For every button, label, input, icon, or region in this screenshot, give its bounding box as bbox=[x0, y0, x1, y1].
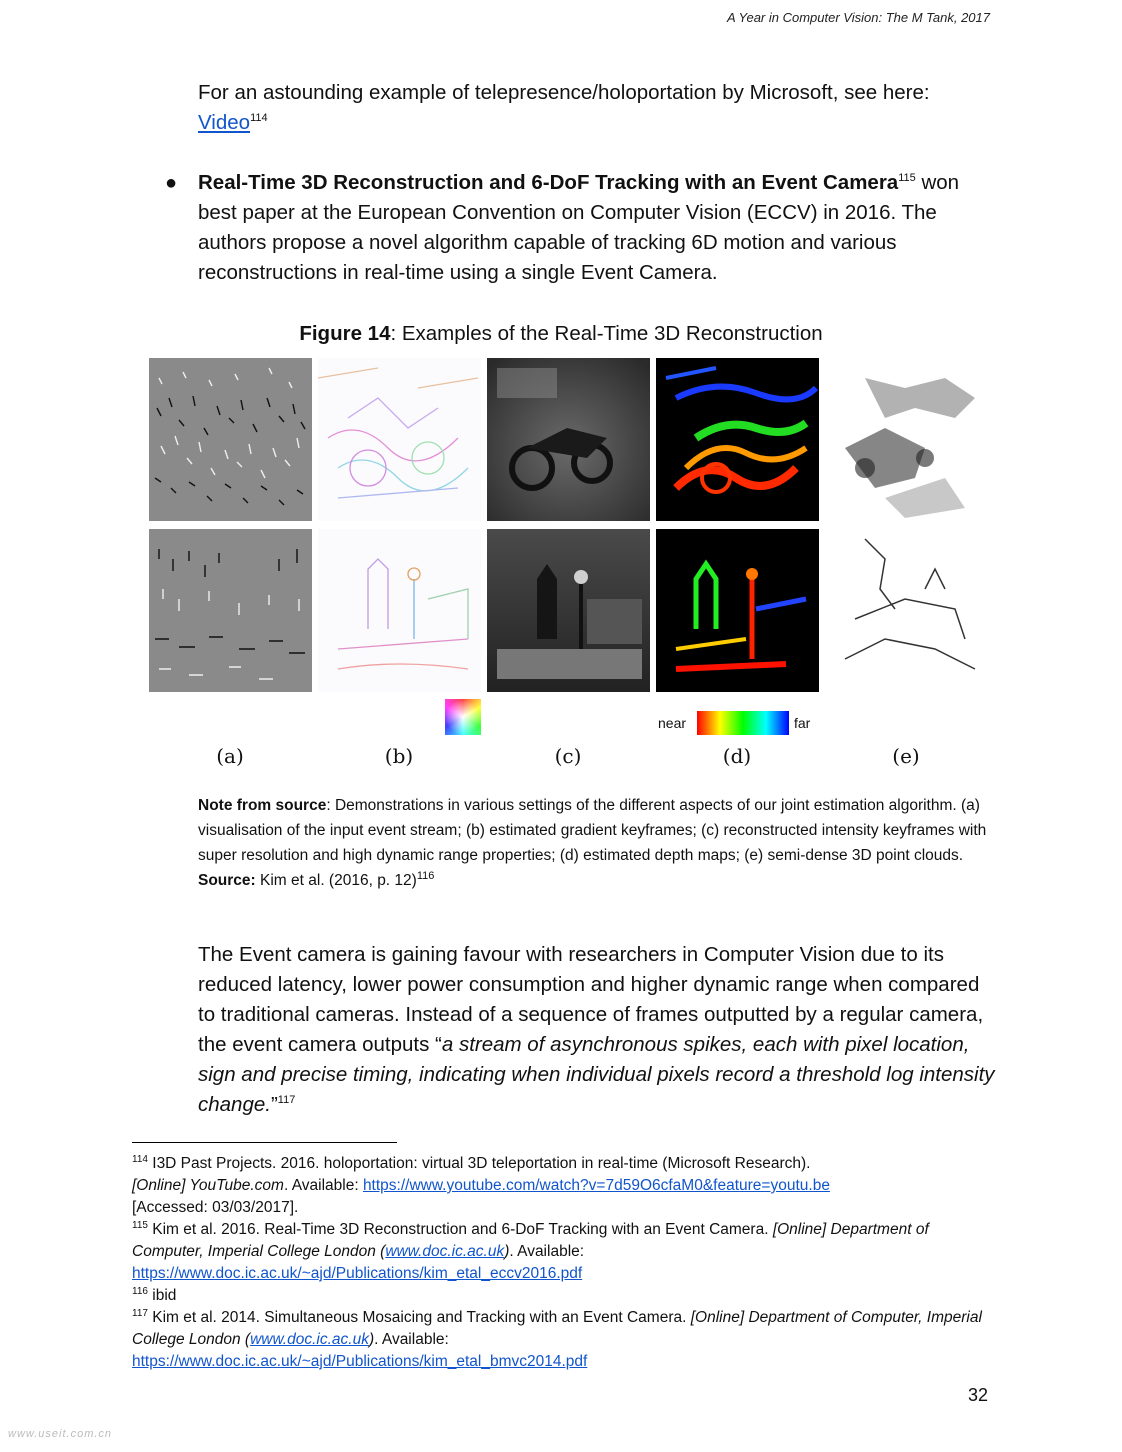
footnote-text: Kim et al. 2014. Simultaneous Mosaicing and Tracking with an Event Camera. bbox=[147, 1309, 691, 1326]
footnote-ref-114[interactable]: 114 bbox=[250, 112, 268, 125]
footnote-italic: [Online] Department of Computer, Imperial College London ( bbox=[132, 1221, 929, 1260]
footnote-text: ibid bbox=[147, 1287, 177, 1304]
gradient-keyframe-image bbox=[318, 529, 481, 692]
running-header: A Year in Computer Vision: The M Tank, 2017 bbox=[726, 10, 990, 25]
sublabel-e: (e) bbox=[892, 744, 920, 768]
sublabel-a: (a) bbox=[216, 744, 244, 768]
video-link[interactable]: Video bbox=[198, 111, 251, 134]
panel-e-top-point-cloud bbox=[825, 358, 988, 521]
footnote-114 bbox=[132, 1153, 992, 1219]
footnote-url-link[interactable]: https://www.youtube.com/watch?v=7d59O6cfaM0&feature=youtu.be bbox=[362, 1177, 830, 1194]
point-cloud-image bbox=[825, 358, 988, 521]
footnote-ref-116[interactable]: 116 bbox=[416, 869, 435, 882]
footnote-text: I3D Past Projects. 2016. holoportation: virtual 3D teleportation in real-time (Microsoft Research). bbox=[147, 1155, 811, 1172]
note-label: Note from source bbox=[198, 797, 327, 814]
footnote-117 bbox=[132, 1307, 992, 1373]
footnote-ref-117[interactable]: 117 bbox=[277, 1094, 296, 1107]
panel-a-top-event-stream bbox=[149, 358, 312, 521]
footnote-italic: ) bbox=[504, 1243, 510, 1260]
footnote-number: 114 bbox=[132, 1153, 148, 1165]
footnote-url-link[interactable]: https://www.doc.ic.ac.uk/~ajd/Publications/kim_etal_bmvc2014.pdf bbox=[132, 1353, 588, 1370]
footnote-text: . Available: bbox=[374, 1331, 449, 1348]
depth-map-image bbox=[656, 529, 819, 692]
footnote-116 bbox=[132, 1285, 992, 1307]
depth-map-image bbox=[656, 358, 819, 521]
panel-a-bottom-event-stream bbox=[149, 529, 312, 692]
panel-c-bottom-intensity-keyframe bbox=[487, 529, 650, 692]
depth-color-bar bbox=[697, 711, 789, 735]
panel-d-bottom-depth-map bbox=[656, 529, 819, 692]
event-stream-image bbox=[149, 529, 312, 692]
watermark: www.useit.com.cn bbox=[8, 1428, 113, 1440]
footnote-site-link[interactable]: www.doc.ic.ac.uk bbox=[385, 1243, 505, 1260]
footnote-italic: [Online] YouTube.com bbox=[132, 1177, 284, 1194]
figure-note bbox=[198, 793, 998, 893]
source-label: Source: bbox=[198, 872, 256, 889]
footnote-site-link[interactable]: www.doc.ic.ac.uk bbox=[250, 1331, 369, 1348]
panel-e-bottom-point-cloud bbox=[825, 529, 988, 692]
figure-title bbox=[0, 322, 1122, 346]
footnote-number: 117 bbox=[132, 1307, 148, 1319]
body-quote: a stream of asynchronous spikes, each with pixel location, sign and precise timing, indicating when individual pixels record a threshold log intensity change. bbox=[198, 1033, 995, 1116]
bullet-dot: ● bbox=[165, 172, 178, 194]
footnote-text: . Available: bbox=[509, 1243, 585, 1260]
intro-text: For an astounding example of telepresence/holoportation by Microsoft, see here: bbox=[198, 81, 930, 104]
sublabel-d: (d) bbox=[722, 744, 752, 768]
footnote-115 bbox=[132, 1219, 992, 1285]
page-number: 32 bbox=[967, 1385, 988, 1405]
body-paragraph bbox=[198, 940, 998, 1120]
footnote-italic: [Online] Department of Computer, Imperial College London ( bbox=[132, 1309, 982, 1348]
intensity-keyframe-image bbox=[487, 358, 650, 521]
footnote-text: . Available: bbox=[283, 1177, 363, 1194]
source-text: Kim et al. (2016, p. 12) bbox=[255, 872, 417, 889]
footnote-ref-115[interactable]: 115 bbox=[898, 172, 916, 185]
quote-close: ” bbox=[270, 1093, 278, 1116]
gradient-keyframe-image bbox=[318, 358, 481, 521]
intro-paragraph bbox=[198, 78, 998, 138]
footnote-number: 115 bbox=[132, 1219, 148, 1231]
bullet-text: won best paper at the European Convention on Computer Vision (ECCV) in 2016. The authors propose a novel algorithm capable of tracking 6D motion and various reconstructions in real-time using a single Event Camera. bbox=[198, 171, 960, 284]
depth-near-label: near bbox=[658, 715, 687, 731]
depth-far-label: far bbox=[794, 715, 811, 731]
point-cloud-image bbox=[825, 529, 988, 692]
intensity-keyframe-image bbox=[487, 529, 650, 692]
footnote-separator bbox=[132, 1142, 397, 1143]
panel-b-top-gradient-keyframe bbox=[318, 358, 481, 521]
figure-label: Figure 14 bbox=[299, 322, 391, 345]
gradient-color-wheel bbox=[445, 699, 481, 735]
footnote-italic: ) bbox=[368, 1331, 375, 1348]
panel-b-bottom-gradient-keyframe bbox=[318, 529, 481, 692]
figure-caption: : Examples of the Real-Time 3D Reconstruction bbox=[390, 322, 823, 345]
paper-title: Real-Time 3D Reconstruction and 6-DoF Tracking with an Event Camera bbox=[198, 171, 899, 194]
sublabel-c: (c) bbox=[554, 744, 582, 768]
panel-c-top-intensity-keyframe bbox=[487, 358, 650, 521]
footnote-text: Kim et al. 2016. Real-Time 3D Reconstruction and 6-DoF Tracking with an Event Camera. bbox=[147, 1221, 773, 1238]
panel-d-top-depth-map bbox=[656, 358, 819, 521]
bullet-paragraph bbox=[198, 168, 998, 288]
event-stream-image bbox=[149, 358, 312, 521]
footnote-accessed: [Accessed: 03/03/2017]. bbox=[132, 1199, 299, 1216]
body-text: The Event camera is gaining favour with researchers in Computer Vision due to its reduced latency, lower power consumption and higher dynamic range when compared to traditional cameras. Instead of a sequence of frames outputted by a regular camera, the event camera outputs “ bbox=[198, 943, 984, 1056]
footnote-url-link[interactable]: https://www.doc.ic.ac.uk/~ajd/Publications/kim_etal_eccv2016.pdf bbox=[132, 1265, 583, 1282]
note-text: : Demonstrations in various settings of the different aspects of our joint estimation algorithm. (a) visualisation of the input event stream; (b) estimated gradient keyframes; (c) reconstructed intensity keyframes with super resolution and high dynamic range properties; (d) estimated depth maps; (e) semi-dense 3D point clouds. bbox=[198, 797, 987, 864]
sublabel-b: (b) bbox=[384, 744, 414, 768]
footnote-number: 116 bbox=[132, 1285, 148, 1297]
